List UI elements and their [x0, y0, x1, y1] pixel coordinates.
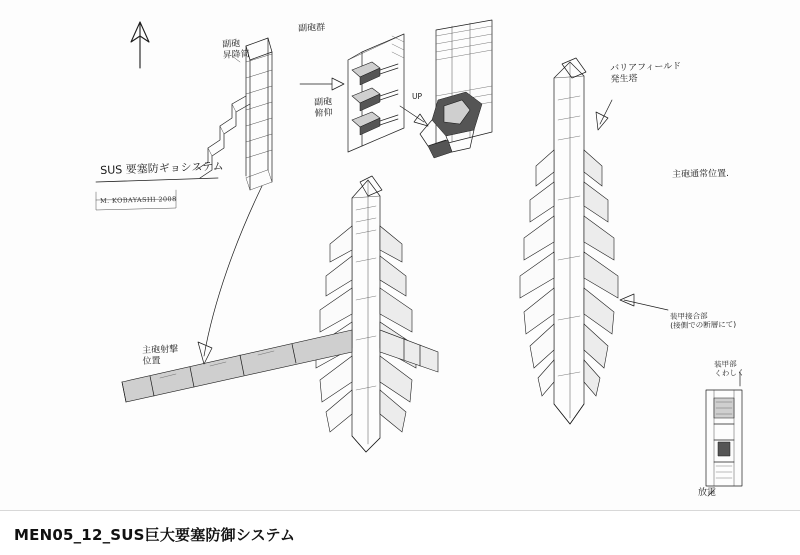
title-underline: [96, 178, 218, 210]
fortress-stowed-sketch: [520, 58, 668, 424]
caption-bar: [0, 510, 800, 555]
annotation-armor-joint: 装甲接合部 (接側での断層にて): [670, 311, 737, 331]
annotation-main-gun-firing: 主砲射撃 位置: [142, 344, 179, 368]
annotation-signature: M. KOBAYASHI 2008: [99, 194, 177, 206]
annotation-title-note: SUS 要塞防ギョシステム: [100, 159, 224, 177]
annotation-main-gun-stowed: 主砲通常位置.: [672, 169, 730, 180]
caption-text: MEN05_12_SUS巨大要塞防御システム: [14, 526, 296, 544]
annotation-shield-tower: バリアフィールド 発生塔: [610, 61, 682, 86]
annotation-stair-label: 副砲 昇降筒: [222, 39, 251, 62]
annotation-discharge: 放電: [698, 488, 717, 498]
annotation-armor-detail: 装甲部 くわしく: [714, 359, 745, 379]
annotation-up-label: UP: [412, 92, 423, 101]
compass-arrow: [131, 22, 149, 68]
fortress-main-sketch: [122, 176, 438, 452]
annotation-subgun-group: 副砲群: [298, 23, 326, 34]
joint-detail-sketch: [706, 372, 742, 496]
subgun-battery-sketch: [300, 34, 404, 152]
annotation-subgun-detail: 副砲 俯仰: [314, 97, 333, 120]
gun-detail-inset: [400, 20, 492, 158]
